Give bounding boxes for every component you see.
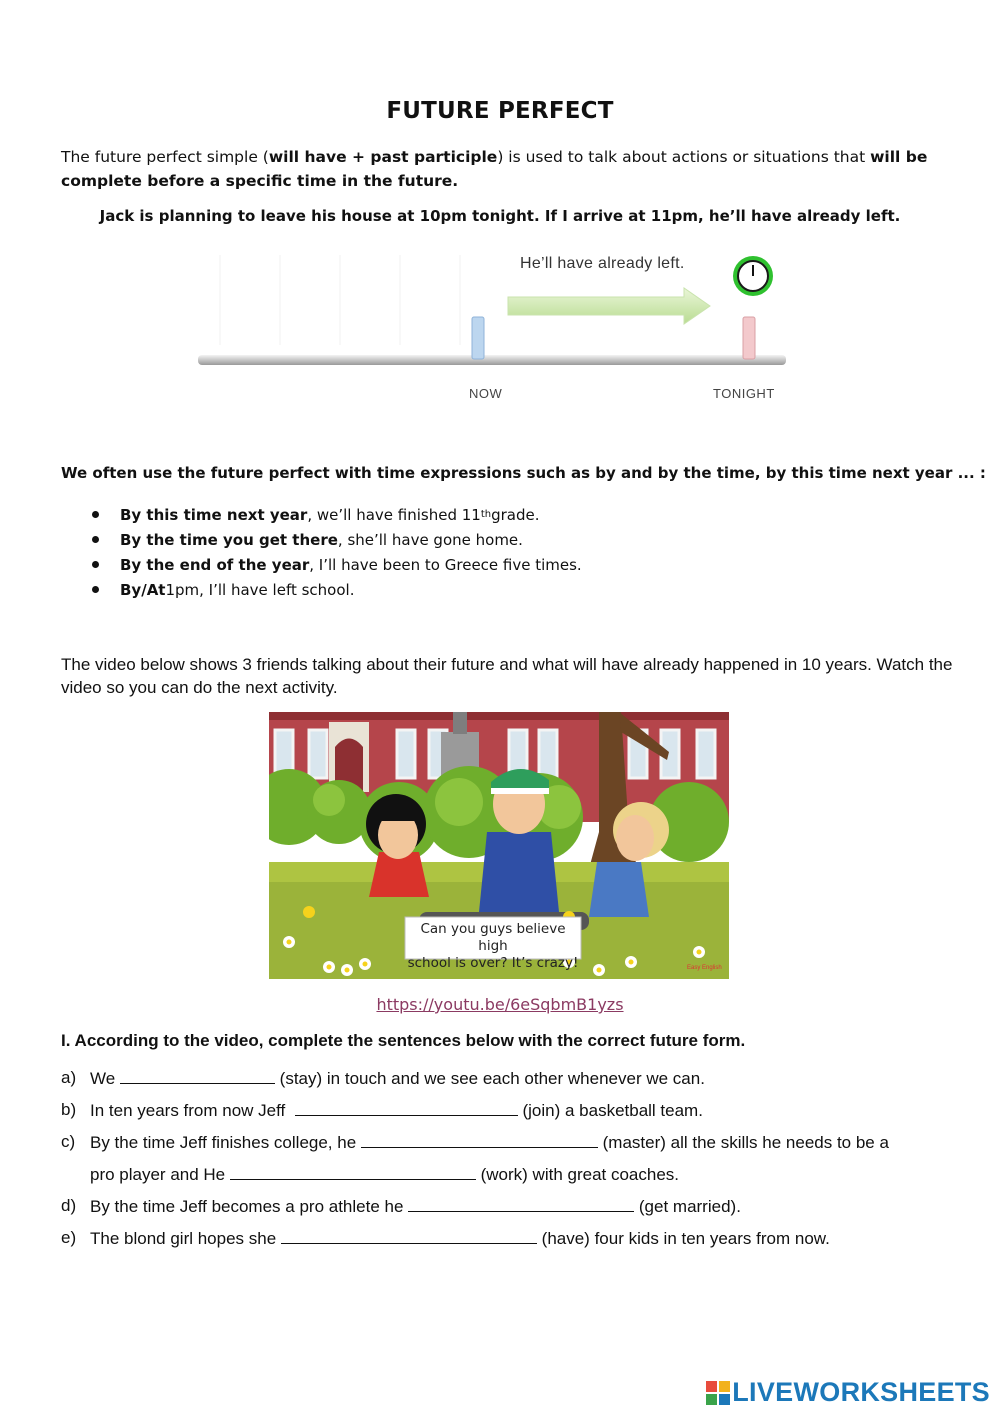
list-item-bold: By the end of the year: [120, 555, 310, 574]
bullet-icon: [92, 561, 99, 568]
list-item-bold: By the time you get there: [120, 530, 338, 549]
exercise-letter: a): [61, 1068, 77, 1087]
list-item-text: , we’ll have finished 11: [307, 505, 481, 524]
list-item: [92, 577, 582, 602]
exercise-letter: b): [61, 1100, 77, 1119]
list-item-text: , she’ll have gone home.: [337, 530, 523, 549]
answer-blank[interactable]: [281, 1228, 537, 1244]
liveworksheets-logo: [706, 1377, 990, 1408]
timeline-line: [198, 355, 786, 365]
answer-blank[interactable]: [295, 1100, 518, 1116]
intro-formula: will have + past participle: [268, 148, 498, 166]
section-heading: I. According to the video, complete the sentences below with the correct future form.: [61, 1031, 746, 1050]
list-item: [92, 527, 582, 552]
timeline-caption: He’ll have already left.: [520, 255, 685, 272]
exercise-text-part: The blond girl hopes she: [90, 1229, 277, 1248]
video-subtitle-line: Can you guys believe high: [420, 921, 566, 954]
intro-paragraph: [61, 145, 946, 193]
exercise-letter: e): [61, 1228, 77, 1247]
intro-emphasis: will be complete before a specific time in the future.: [61, 148, 928, 190]
exercise-letter: d): [61, 1196, 77, 1215]
answer-blank[interactable]: [230, 1164, 476, 1180]
exercise-text: [90, 1100, 703, 1121]
exercise-text-part: (master) all the skills he needs to be a: [602, 1133, 889, 1152]
bullet-icon: [92, 536, 99, 543]
answer-blank[interactable]: [120, 1068, 275, 1084]
tonight-marker: [743, 317, 755, 359]
exercise-b: [61, 1100, 951, 1121]
video-link[interactable]: https://youtu.be/6eSqbmB1yzs: [376, 995, 624, 1014]
timeline-label-tonight: TONIGHT: [713, 386, 775, 401]
answer-blank[interactable]: [408, 1196, 634, 1212]
page-title: FUTURE PERFECT: [386, 98, 614, 124]
answer-blank[interactable]: [361, 1132, 598, 1148]
timeline-background: [220, 255, 460, 345]
exercise-text: [90, 1228, 830, 1249]
intro-text: The future perfect simple (: [61, 148, 269, 166]
exercise-text-part: (work) with great coaches.: [480, 1165, 680, 1184]
bullet-icon: [92, 586, 99, 593]
intro-text: ) is used to talk about actions or situations that: [497, 148, 871, 166]
exercise-c: [61, 1132, 951, 1153]
exercise-text-part: By the time Jeff finishes college, he: [90, 1133, 357, 1152]
video-subtitle-line: school is over? It’s crazy!: [407, 955, 579, 971]
timeline-label-now: NOW: [469, 386, 503, 401]
liveworksheets-logo-icon: [706, 1381, 730, 1405]
exercise-c-continued: [61, 1164, 951, 1185]
video-intro: The video below shows 3 friends talking about their future and what will have already happened in 10 years. Watch the video so you can do the next activity.: [61, 655, 953, 697]
expressions-list: [92, 502, 582, 602]
exercise-text: [90, 1132, 889, 1153]
exercise-text-part: We: [90, 1069, 116, 1088]
timeline-diagram: [190, 245, 800, 410]
exercise-letter: c): [61, 1132, 76, 1151]
exercise-text-part: (have) four kids in ten years from now.: [541, 1229, 830, 1248]
bullet-icon: [92, 511, 99, 518]
liveworksheets-brand: LIVEWORKSHEETS: [732, 1377, 990, 1407]
timeline-arrow: [508, 288, 710, 324]
exercise-text: [90, 1068, 705, 1089]
list-item: By this time next year , we’ll have finished 11 th grade.: [92, 502, 582, 527]
exercise-text-part: In ten years from now Jeff: [90, 1101, 286, 1120]
exercise-text-part: (join) a basketball team.: [522, 1101, 703, 1120]
list-item-text: , I’ll have been to Greece five times.: [309, 555, 582, 574]
video-subtitle: [405, 921, 581, 972]
list-item-bold: By/At: [120, 580, 166, 599]
expressions-heading: We often use the future perfect with time expressions such as by and by the time, by this time next year ... :: [61, 464, 986, 482]
list-item-text: 1pm, I’ll have left school.: [165, 580, 355, 599]
video-watermark: Easy English: [687, 965, 722, 971]
example-sentence: Jack is planning to leave his house at 10pm tonight. If I arrive at 11pm, he’ll have already left.: [99, 207, 901, 225]
video-thumbnail[interactable]: [269, 712, 729, 979]
list-item-tail: grade.: [491, 505, 540, 524]
clock-icon: [733, 256, 773, 296]
list-item-bold: By this time next year: [120, 505, 308, 524]
exercise-text: [90, 1164, 679, 1185]
list-item: [92, 552, 582, 577]
now-marker: [472, 317, 484, 359]
exercise-text: [90, 1196, 741, 1217]
exercise-text-part: (stay) in touch and we see each other whenever we can.: [279, 1069, 705, 1088]
exercise-text-part: (get married).: [638, 1197, 741, 1216]
exercise-a: [61, 1068, 951, 1089]
exercise-letter-spacer: [61, 1164, 90, 1185]
exercise-text-part: By the time Jeff becomes a pro athlete he: [90, 1197, 404, 1216]
exercise-d: [61, 1196, 951, 1217]
exercise-text-part: pro player and He: [90, 1165, 226, 1184]
exercise-e: [61, 1228, 951, 1249]
